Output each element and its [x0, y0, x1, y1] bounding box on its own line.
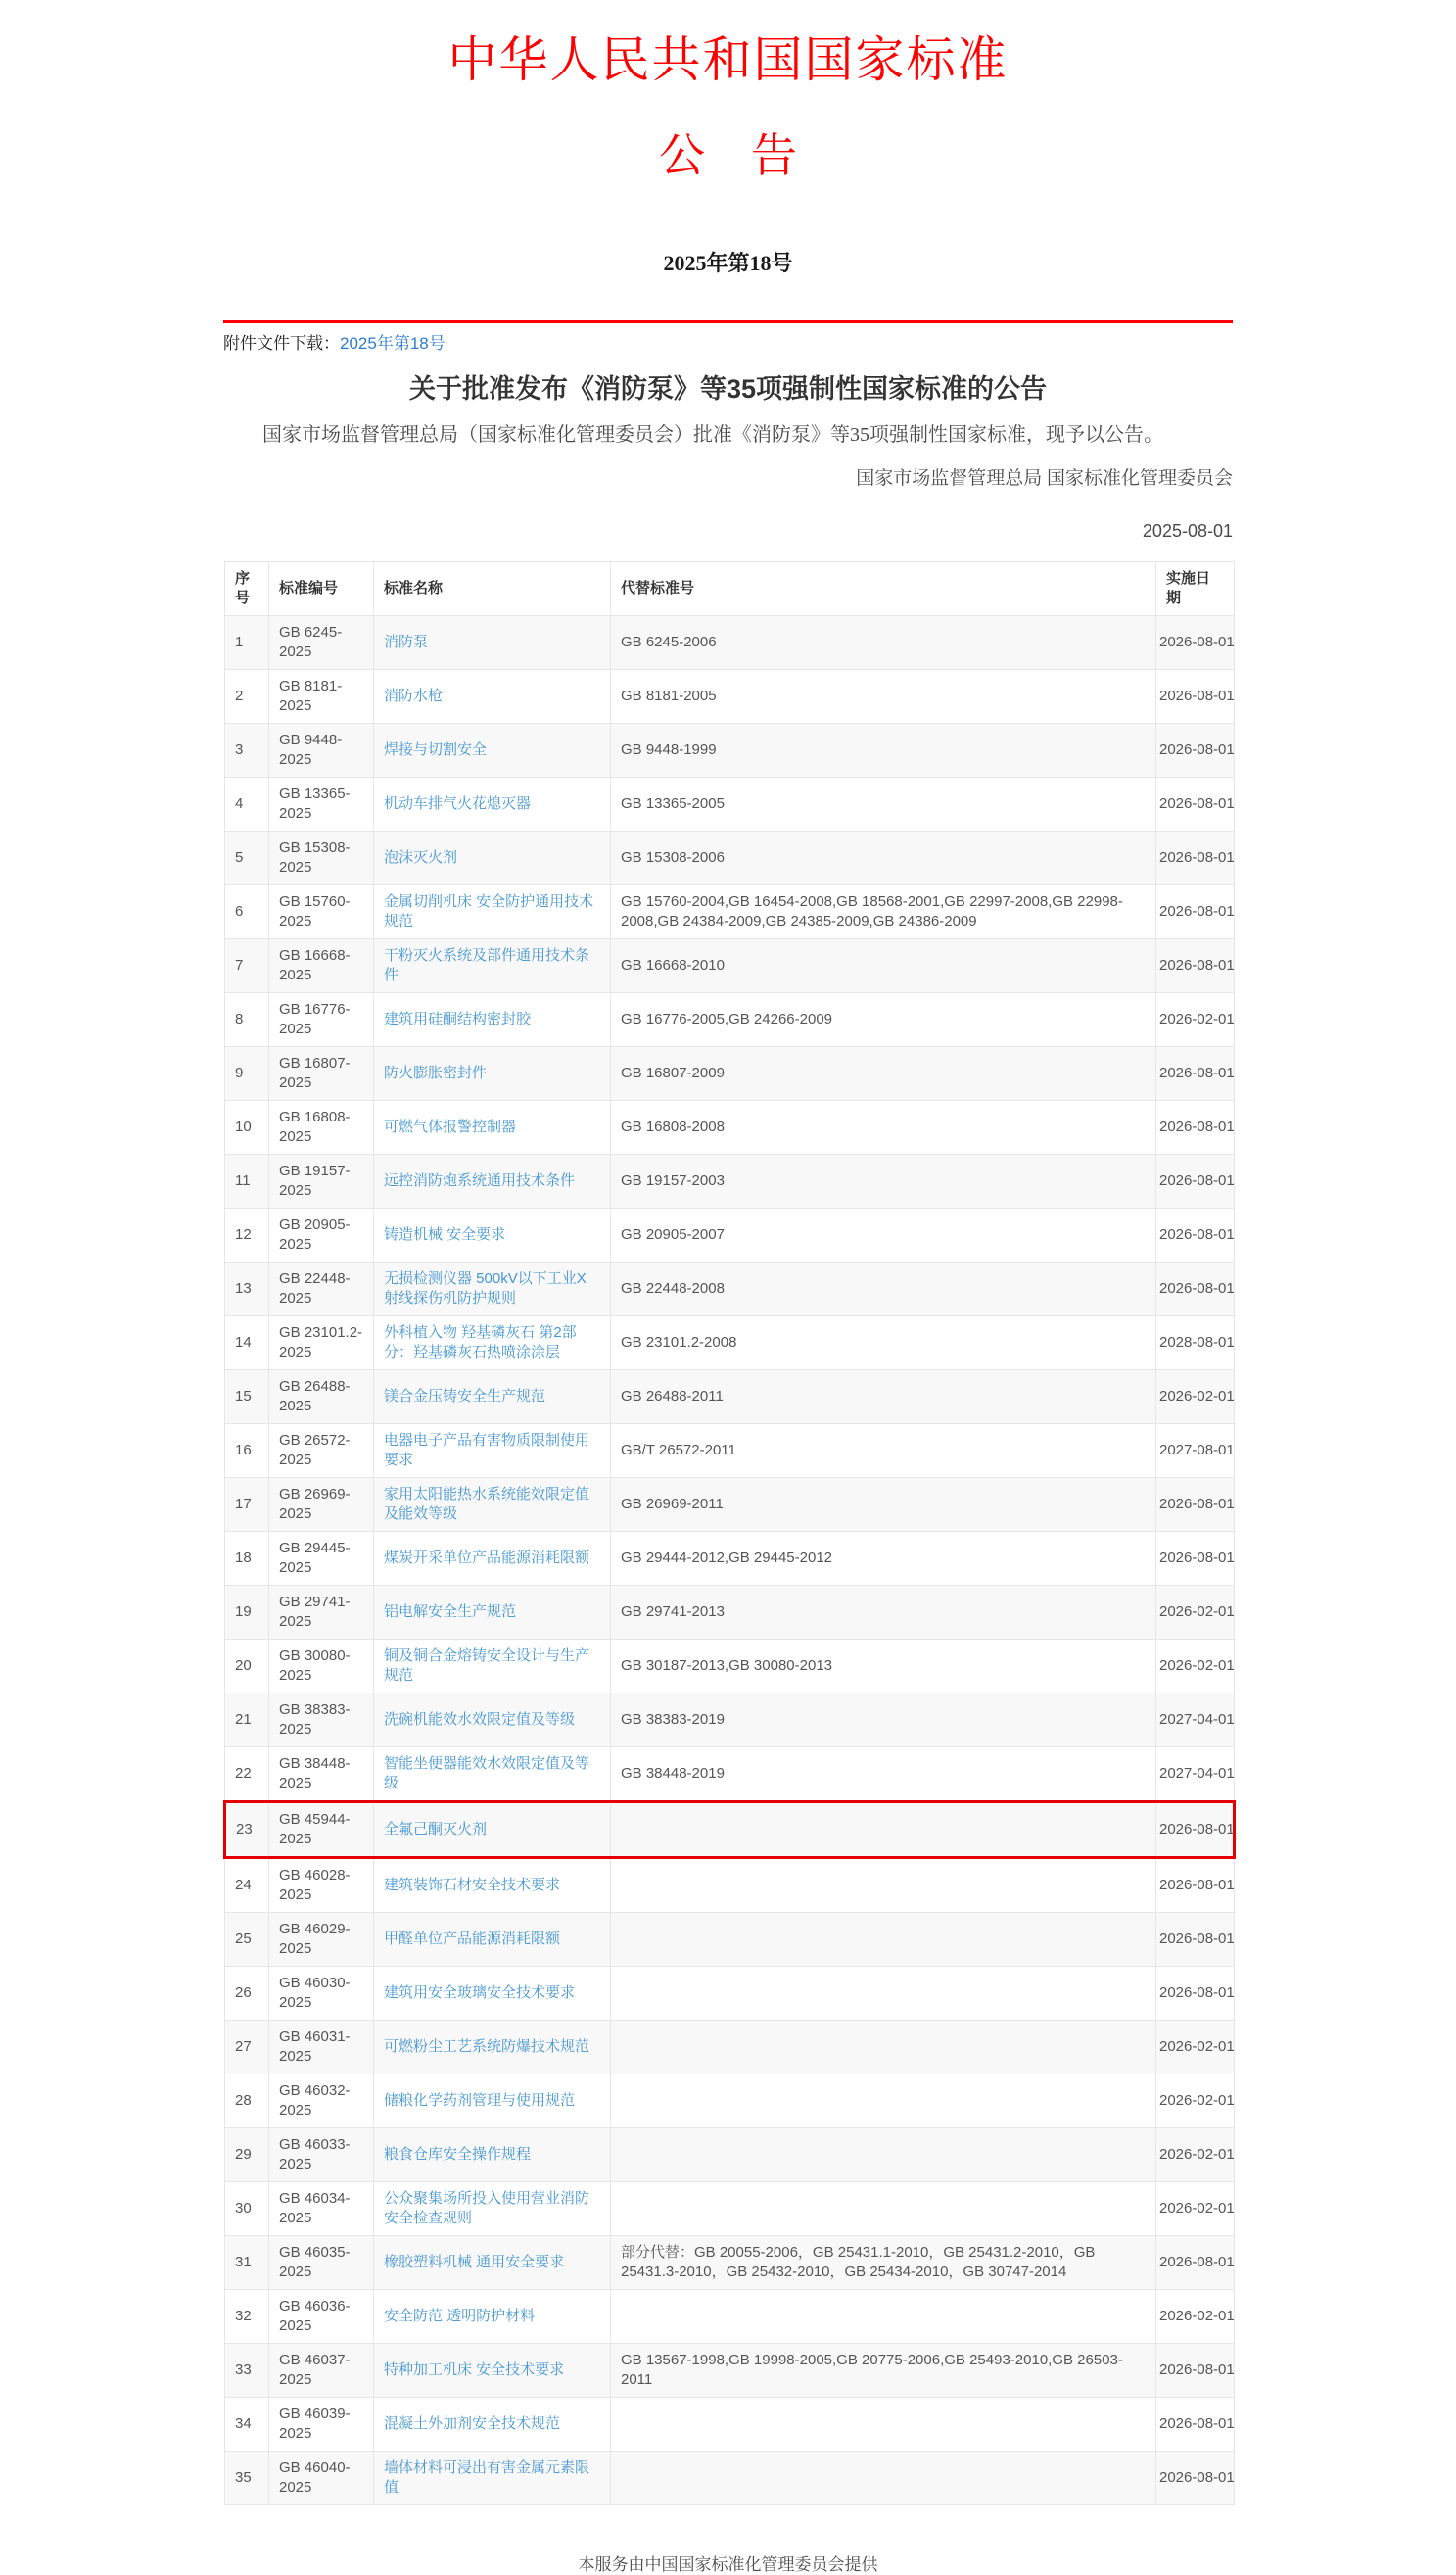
- implementation-date-cell: 2026-02-01: [1156, 1370, 1235, 1424]
- row-index-cell: 9: [225, 1047, 269, 1101]
- standard-name-cell: [374, 1155, 611, 1209]
- attachment-link[interactable]: 2025年第18号: [340, 334, 446, 354]
- row-index-cell: 22: [225, 1747, 269, 1802]
- standard-code-cell: GB 29445-2025: [269, 1532, 374, 1586]
- standard-name-link[interactable]: 公众聚集场所投入使用营业消防安全检查规则: [384, 2190, 590, 2227]
- table-row: [225, 1370, 1235, 1424]
- standard-name-cell: [374, 1209, 611, 1263]
- standard-name-link[interactable]: 储粮化学药剂管理与使用规范: [384, 2092, 576, 2110]
- standard-code-cell: GB 8181-2025: [269, 670, 374, 724]
- standard-name-cell: [374, 1370, 611, 1424]
- standard-code-cell: GB 16807-2025: [269, 1047, 374, 1101]
- replaced-standards-cell: GB 13567-1998,GB 19998-2005,GB 20775-2006,GB 25493-2010,GB 26503-2011: [611, 2344, 1156, 2398]
- standard-name-link[interactable]: 煤炭开采单位产品能源消耗限额: [384, 1550, 590, 1567]
- standard-code-cell: GB 23101.2-2025: [269, 1316, 374, 1370]
- standard-name-cell: [374, 832, 611, 885]
- replaced-standards-cell: GB 8181-2005: [611, 670, 1156, 724]
- table-header-row: [225, 562, 1235, 616]
- standard-name-cell: [374, 1802, 611, 1858]
- replaced-standards-cell: GB 16807-2009: [611, 1047, 1156, 1101]
- standards-table-body: [225, 616, 1235, 2505]
- table-row: [225, 885, 1235, 939]
- row-index-cell: 10: [225, 1101, 269, 1155]
- table-row: [225, 2021, 1235, 2074]
- implementation-date-cell: 2026-08-01: [1156, 1478, 1235, 1532]
- row-index-cell: 28: [225, 2074, 269, 2128]
- implementation-date-cell: 2026-08-01: [1156, 1155, 1235, 1209]
- standard-code-cell: GB 13365-2025: [269, 778, 374, 832]
- standard-name-link[interactable]: 全氟己酮灭火剂: [384, 1821, 488, 1838]
- standard-name-link[interactable]: 可燃粉尘工艺系统防爆技术规范: [384, 2038, 590, 2056]
- standard-name-link[interactable]: 建筑用安全玻璃安全技术要求: [384, 1984, 576, 2002]
- table-row: [225, 1967, 1235, 2021]
- replaced-standards-cell: GB 16776-2005,GB 24266-2009: [611, 993, 1156, 1047]
- table-row: [225, 2290, 1235, 2344]
- implementation-date-cell: 2026-08-01: [1156, 1209, 1235, 1263]
- row-index-cell: 29: [225, 2128, 269, 2182]
- row-index-cell: 13: [225, 1263, 269, 1316]
- standard-code-cell: GB 46037-2025: [269, 2344, 374, 2398]
- standard-name-cell: [374, 1586, 611, 1640]
- replaced-standards-cell: GB 6245-2006: [611, 616, 1156, 670]
- implementation-date-cell: 2026-02-01: [1156, 2074, 1235, 2128]
- row-index-cell: 20: [225, 1640, 269, 1693]
- row-index-cell: 25: [225, 1913, 269, 1967]
- standard-code-cell: GB 16808-2025: [269, 1101, 374, 1155]
- standard-code-cell: GB 46032-2025: [269, 2074, 374, 2128]
- standard-code-cell: GB 46040-2025: [269, 2452, 374, 2505]
- implementation-date-cell: 2026-08-01: [1156, 832, 1235, 885]
- replaced-standards-cell: GB 9448-1999: [611, 724, 1156, 778]
- standard-code-cell: GB 6245-2025: [269, 616, 374, 670]
- implementation-date-cell: 2026-08-01: [1156, 1967, 1235, 2021]
- standard-name-cell: [374, 1424, 611, 1478]
- page-title: 中华人民共和国国家标准: [447, 32, 1009, 87]
- standard-name-cell: [374, 1478, 611, 1532]
- standard-code-cell: GB 46030-2025: [269, 1967, 374, 2021]
- table-row: [225, 2236, 1235, 2290]
- standard-code-cell: GB 30080-2025: [269, 1640, 374, 1693]
- table-row: [225, 1693, 1235, 1747]
- replaced-standards-cell: [611, 1802, 1156, 1858]
- implementation-date-cell: 2026-08-01: [1156, 2344, 1235, 2398]
- notice-body: 国家市场监督管理总局（国家标准化管理委员会）批准《消防泵》等35项强制性国家标准，现予以公告。: [262, 424, 1163, 447]
- standard-code-cell: GB 46036-2025: [269, 2290, 374, 2344]
- row-index-cell: 19: [225, 1586, 269, 1640]
- implementation-date-cell: 2026-08-01: [1156, 2452, 1235, 2505]
- signature: 国家市场监督管理总局 国家标准化管理委员会: [856, 468, 1233, 490]
- table-row: [225, 778, 1235, 832]
- standard-code-cell: GB 15308-2025: [269, 832, 374, 885]
- standard-name-link[interactable]: 泡沫灭火剂: [384, 849, 458, 867]
- replaced-standards-cell: GB 26488-2011: [611, 1370, 1156, 1424]
- replaced-standards-cell: GB/T 26572-2011: [611, 1424, 1156, 1478]
- replaced-standards-cell: GB 16808-2008: [611, 1101, 1156, 1155]
- implementation-date-cell: 2026-08-01: [1156, 2398, 1235, 2452]
- table-row: [225, 1532, 1235, 1586]
- standard-name-link[interactable]: 家用太阳能热水系统能效限定值及能效等级: [384, 1486, 590, 1523]
- row-index-cell: 14: [225, 1316, 269, 1370]
- standard-name-cell: [374, 1047, 611, 1101]
- standard-name-cell: [374, 1640, 611, 1693]
- standard-name-cell: [374, 993, 611, 1047]
- standard-name-cell: [374, 724, 611, 778]
- replaced-standards-cell: GB 29741-2013: [611, 1586, 1156, 1640]
- standard-code-cell: GB 26488-2025: [269, 1370, 374, 1424]
- implementation-date-cell: 2026-08-01: [1156, 2236, 1235, 2290]
- table-row: [225, 1802, 1235, 1858]
- standard-code-cell: GB 16776-2025: [269, 993, 374, 1047]
- implementation-date-cell: 2026-08-01: [1156, 616, 1235, 670]
- row-index-cell: 34: [225, 2398, 269, 2452]
- standard-code-cell: GB 46028-2025: [269, 1858, 374, 1913]
- table-row: [225, 2398, 1235, 2452]
- row-index-cell: 32: [225, 2290, 269, 2344]
- issue-number: 2025年第18号: [663, 250, 793, 275]
- implementation-date-cell: 2026-08-01: [1156, 939, 1235, 993]
- implementation-date-cell: 2026-08-01: [1156, 724, 1235, 778]
- standard-code-cell: GB 22448-2025: [269, 1263, 374, 1316]
- standard-code-cell: GB 16668-2025: [269, 939, 374, 993]
- row-index-cell: 3: [225, 724, 269, 778]
- row-index-cell: 17: [225, 1478, 269, 1532]
- standard-name-cell: [374, 778, 611, 832]
- row-index-cell: 33: [225, 2344, 269, 2398]
- table-row: [225, 2074, 1235, 2128]
- replaced-standards-cell: [611, 2074, 1156, 2128]
- standard-name-cell: [374, 1747, 611, 1802]
- standard-name-cell: [374, 1967, 611, 2021]
- standard-name-cell: [374, 2182, 611, 2236]
- implementation-date-cell: 2026-08-01: [1156, 1047, 1235, 1101]
- replaced-standards-cell: GB 13365-2005: [611, 778, 1156, 832]
- attachment-row: [223, 323, 1233, 356]
- table-row: [225, 1640, 1235, 1693]
- table-row: [225, 1913, 1235, 1967]
- standard-name-link[interactable]: 可燃气体报警控制器: [384, 1119, 517, 1136]
- header-implementation-date: 实施日期: [1156, 562, 1235, 616]
- row-index-cell: 24: [225, 1858, 269, 1913]
- standard-code-cell: GB 9448-2025: [269, 724, 374, 778]
- standard-name-link[interactable]: 铝电解安全生产规范: [384, 1603, 517, 1621]
- table-row: [225, 1478, 1235, 1532]
- table-row: [225, 993, 1235, 1047]
- row-index-cell: 12: [225, 1209, 269, 1263]
- footer-text: 本服务由中国国家标准化管理委员会提供: [578, 2555, 878, 2575]
- table-row: [225, 1586, 1235, 1640]
- replaced-standards-cell: GB 29444-2012,GB 29445-2012: [611, 1532, 1156, 1586]
- row-index-cell: 1: [225, 616, 269, 670]
- replaced-standards-cell: GB 22448-2008: [611, 1263, 1156, 1316]
- implementation-date-cell: 2026-08-01: [1156, 1858, 1235, 1913]
- standard-code-cell: GB 15760-2025: [269, 885, 374, 939]
- row-index-cell: 35: [225, 2452, 269, 2505]
- standard-name-link[interactable]: 墙体材料可浸出有害金属元素限值: [384, 2459, 590, 2497]
- standard-name-link[interactable]: 金属切削机床 安全防护通用技术规范: [384, 893, 594, 930]
- standard-code-cell: GB 46033-2025: [269, 2128, 374, 2182]
- replaced-standards-cell: [611, 2452, 1156, 2505]
- standard-name-link[interactable]: 特种加工机床 安全技术要求: [384, 2361, 565, 2379]
- implementation-date-cell: 2027-04-01: [1156, 1747, 1235, 1802]
- replaced-standards-cell: [611, 2290, 1156, 2344]
- standard-name-link[interactable]: 无损检测仪器 500kV以下工业X射线探伤机防护规则: [384, 1270, 587, 1308]
- standard-name-link[interactable]: 智能坐便器能效水效限定值及等级: [384, 1755, 590, 1792]
- row-index-cell: 7: [225, 939, 269, 993]
- table-row: [225, 1263, 1235, 1316]
- row-index-cell: 5: [225, 832, 269, 885]
- implementation-date-cell: 2026-08-01: [1156, 670, 1235, 724]
- table-row: [225, 1858, 1235, 1913]
- standard-name-cell: [374, 2021, 611, 2074]
- standard-code-cell: GB 46031-2025: [269, 2021, 374, 2074]
- row-index-cell: 23: [225, 1802, 269, 1858]
- announcement-subtitle: 公 告: [659, 130, 797, 182]
- row-index-cell: 15: [225, 1370, 269, 1424]
- standard-name-link[interactable]: 消防泵: [384, 634, 429, 651]
- standard-name-link[interactable]: 外科植入物 羟基磷灰石 第2部分：羟基磷灰石热喷涂涂层: [384, 1324, 577, 1361]
- row-index-cell: 11: [225, 1155, 269, 1209]
- implementation-date-cell: 2026-02-01: [1156, 993, 1235, 1047]
- replaced-standards-cell: GB 19157-2003: [611, 1155, 1156, 1209]
- standard-name-link[interactable]: 洗碗机能效水效限定值及等级: [384, 1711, 576, 1729]
- standard-code-cell: GB 20905-2025: [269, 1209, 374, 1263]
- notice-title: 关于批准发布《消防泵》等35项强制性国家标准的公告: [408, 373, 1048, 404]
- replaced-standards-cell: GB 23101.2-2008: [611, 1316, 1156, 1370]
- implementation-date-cell: 2026-08-01: [1156, 1101, 1235, 1155]
- header-replaced-standards: 代替标准号: [611, 562, 1156, 616]
- row-index-cell: 6: [225, 885, 269, 939]
- header-standard-code: 标准编号: [269, 562, 374, 616]
- standard-name-link[interactable]: 铸造机械 安全要求: [384, 1226, 506, 1244]
- standard-name-cell: [374, 2344, 611, 2398]
- standard-code-cell: GB 46034-2025: [269, 2182, 374, 2236]
- table-row: [225, 832, 1235, 885]
- standards-table: [223, 561, 1236, 2505]
- standard-name-link[interactable]: 机动车排气火花熄灭器: [384, 795, 532, 813]
- implementation-date-cell: 2027-04-01: [1156, 1693, 1235, 1747]
- replaced-standards-cell: GB 20905-2007: [611, 1209, 1156, 1263]
- standard-name-link[interactable]: 粮食仓库安全操作规程: [384, 2146, 532, 2164]
- implementation-date-cell: 2028-08-01: [1156, 1316, 1235, 1370]
- header-standard-name: 标准名称: [374, 562, 611, 616]
- attachment-label: 附件文件下载：: [223, 334, 340, 354]
- implementation-date-cell: 2026-02-01: [1156, 2290, 1235, 2344]
- standard-name-cell: [374, 1858, 611, 1913]
- row-index-cell: 30: [225, 2182, 269, 2236]
- replaced-standards-cell: [611, 1858, 1156, 1913]
- standard-name-cell: [374, 2452, 611, 2505]
- standard-name-link[interactable]: 橡胶塑料机械 通用安全要求: [384, 2254, 565, 2271]
- table-row: [225, 1101, 1235, 1155]
- row-index-cell: 8: [225, 993, 269, 1047]
- replaced-standards-cell: GB 15760-2004,GB 16454-2008,GB 18568-2001,GB 22997-2008,GB 22998-2008,GB 24384-2009,GB 24385-2009,GB 24386-2009: [611, 885, 1156, 939]
- table-row: [225, 724, 1235, 778]
- replaced-standards-cell: [611, 2128, 1156, 2182]
- standard-code-cell: GB 38448-2025: [269, 1747, 374, 1802]
- standard-name-cell: [374, 2128, 611, 2182]
- standard-name-cell: [374, 885, 611, 939]
- replaced-standards-cell: [611, 1913, 1156, 1967]
- table-row: [225, 2128, 1235, 2182]
- implementation-date-cell: 2026-02-01: [1156, 2021, 1235, 2074]
- replaced-standards-cell: GB 38383-2019: [611, 1693, 1156, 1747]
- standard-name-link[interactable]: 远控消防炮系统通用技术条件: [384, 1172, 576, 1190]
- standard-name-cell: [374, 670, 611, 724]
- standard-code-cell: GB 46029-2025: [269, 1913, 374, 1967]
- implementation-date-cell: 2026-08-01: [1156, 1913, 1235, 1967]
- sign-date: 2025-08-01: [1142, 520, 1233, 541]
- standard-name-cell: [374, 2398, 611, 2452]
- standard-name-link[interactable]: 建筑装饰石材安全技术要求: [384, 1877, 561, 1894]
- standard-name-cell: [374, 1532, 611, 1586]
- implementation-date-cell: 2026-08-01: [1156, 1532, 1235, 1586]
- table-row: [225, 2344, 1235, 2398]
- table-row: [225, 670, 1235, 724]
- standard-name-link[interactable]: 建筑用硅酮结构密封胶: [384, 1011, 532, 1028]
- implementation-date-cell: 2026-02-01: [1156, 2182, 1235, 2236]
- standard-name-cell: [374, 616, 611, 670]
- standard-name-cell: [374, 939, 611, 993]
- replaced-standards-cell: GB 38448-2019: [611, 1747, 1156, 1802]
- standard-name-cell: [374, 1263, 611, 1316]
- implementation-date-cell: 2027-08-01: [1156, 1424, 1235, 1478]
- standard-name-link[interactable]: 甲醛单位产品能源消耗限额: [384, 1931, 561, 1948]
- implementation-date-cell: 2026-08-01: [1156, 885, 1235, 939]
- standard-code-cell: GB 26969-2025: [269, 1478, 374, 1532]
- standard-name-cell: [374, 1693, 611, 1747]
- standard-name-cell: [374, 1101, 611, 1155]
- standard-name-link[interactable]: 干粉灭火系统及部件通用技术条件: [384, 947, 590, 984]
- standard-name-link[interactable]: 消防水枪: [384, 688, 444, 705]
- table-row: [225, 1209, 1235, 1263]
- implementation-date-cell: 2026-02-01: [1156, 2128, 1235, 2182]
- replaced-standards-cell: 部分代替：GB 20055-2006，GB 25431.1-2010，GB 25431.2-2010，GB 25431.3-2010，GB 25432-2010，GB 25434-2010，GB 30747-2014: [611, 2236, 1156, 2290]
- implementation-date-cell: 2026-02-01: [1156, 1586, 1235, 1640]
- standard-code-cell: GB 46039-2025: [269, 2398, 374, 2452]
- standard-name-cell: [374, 2290, 611, 2344]
- row-index-cell: 18: [225, 1532, 269, 1586]
- row-index-cell: 16: [225, 1424, 269, 1478]
- standard-name-link[interactable]: 安全防范 透明防护材料: [384, 2308, 536, 2325]
- standard-name-link[interactable]: 镁合金压铸安全生产规范: [384, 1388, 546, 1406]
- standard-name-cell: [374, 1913, 611, 1967]
- replaced-standards-cell: [611, 2021, 1156, 2074]
- replaced-standards-cell: GB 15308-2006: [611, 832, 1156, 885]
- header-row-number: 序号: [225, 562, 269, 616]
- replaced-standards-cell: GB 26969-2011: [611, 1478, 1156, 1532]
- table-row: [225, 939, 1235, 993]
- standard-name-link[interactable]: 焊接与切割安全: [384, 741, 488, 759]
- standard-code-cell: GB 26572-2025: [269, 1424, 374, 1478]
- table-row: [225, 1155, 1235, 1209]
- row-index-cell: 4: [225, 778, 269, 832]
- standard-name-cell: [374, 2236, 611, 2290]
- table-row: [225, 1316, 1235, 1370]
- row-index-cell: 21: [225, 1693, 269, 1747]
- implementation-date-cell: 2026-02-01: [1156, 1640, 1235, 1693]
- standard-name-cell: [374, 2074, 611, 2128]
- row-index-cell: 26: [225, 1967, 269, 2021]
- standard-code-cell: GB 19157-2025: [269, 1155, 374, 1209]
- standard-name-link[interactable]: 铜及铜合金熔铸安全设计与生产规范: [384, 1647, 590, 1685]
- replaced-standards-cell: [611, 2182, 1156, 2236]
- standard-name-link[interactable]: 混凝土外加剂安全技术规范: [384, 2415, 561, 2433]
- replaced-standards-cell: [611, 1967, 1156, 2021]
- row-index-cell: 31: [225, 2236, 269, 2290]
- replaced-standards-cell: GB 16668-2010: [611, 939, 1156, 993]
- table-row: [225, 616, 1235, 670]
- implementation-date-cell: 2026-08-01: [1156, 1263, 1235, 1316]
- row-index-cell: 27: [225, 2021, 269, 2074]
- table-row: [225, 2452, 1235, 2505]
- standard-code-cell: GB 29741-2025: [269, 1586, 374, 1640]
- replaced-standards-cell: [611, 2398, 1156, 2452]
- standard-name-link[interactable]: 电器电子产品有害物质限制使用要求: [384, 1432, 590, 1469]
- standard-code-cell: GB 46035-2025: [269, 2236, 374, 2290]
- implementation-date-cell: 2026-08-01: [1156, 778, 1235, 832]
- replaced-standards-cell: GB 30187-2013,GB 30080-2013: [611, 1640, 1156, 1693]
- table-row: [225, 1424, 1235, 1478]
- row-index-cell: 2: [225, 670, 269, 724]
- standard-code-cell: GB 38383-2025: [269, 1693, 374, 1747]
- announcement-page: [223, 27, 1233, 2575]
- implementation-date-cell: 2026-08-01: [1156, 1802, 1235, 1858]
- standard-name-link[interactable]: 防火膨胀密封件: [384, 1065, 488, 1082]
- standard-code-cell: GB 45944-2025: [269, 1802, 374, 1858]
- standard-name-cell: [374, 1316, 611, 1370]
- table-row: [225, 2182, 1235, 2236]
- table-row: [225, 1747, 1235, 1802]
- table-row: [225, 1047, 1235, 1101]
